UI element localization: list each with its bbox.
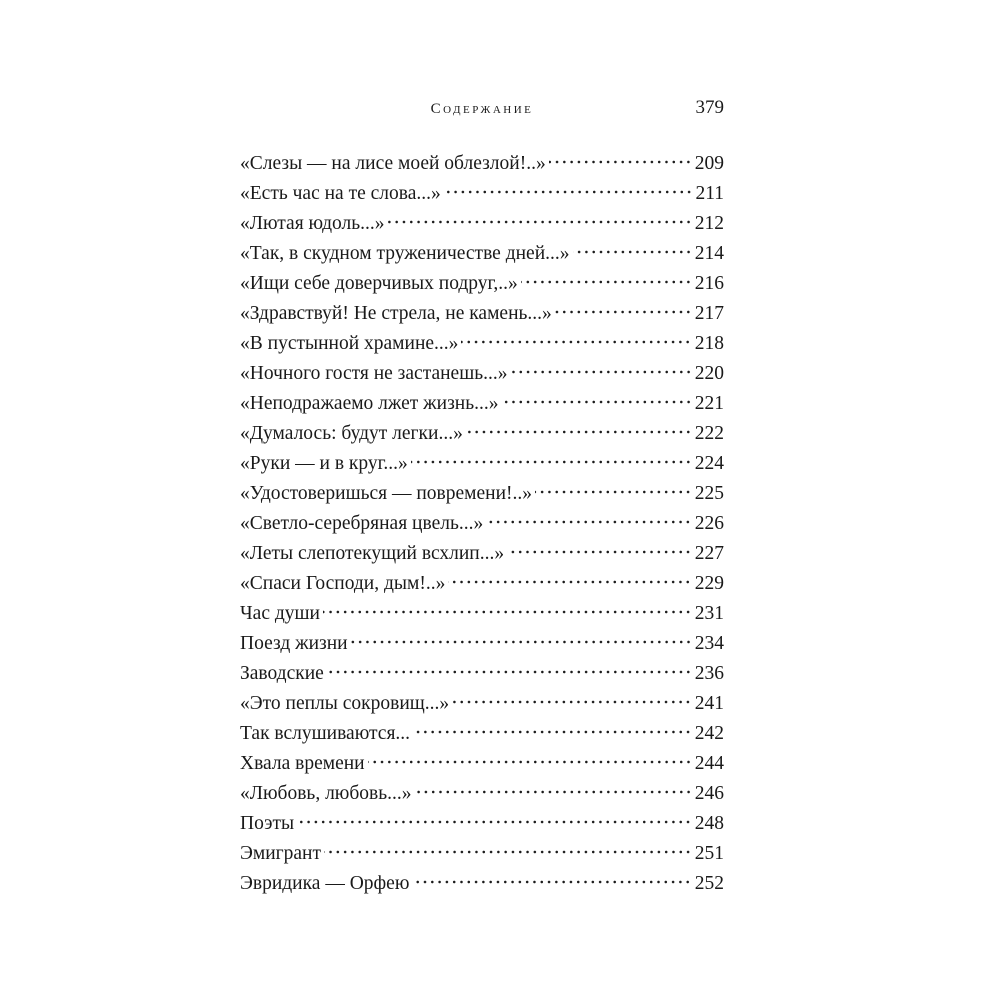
toc-entry[interactable]: [240, 269, 724, 299]
toc-entry-title: «Здравствуй! Не стрела, не камень...»: [240, 303, 552, 324]
dot-leader: [452, 700, 692, 704]
dot-leader: [521, 280, 692, 284]
dot-leader: [444, 190, 693, 194]
toc-entry-page: 220: [694, 363, 724, 384]
toc-entry[interactable]: [240, 329, 724, 359]
dot-leader: [466, 430, 692, 434]
dot-leader: [323, 610, 692, 614]
toc-entry-title: «Светло-серебряная цвель...»: [240, 513, 484, 534]
toc-entry-page: 224: [694, 453, 724, 474]
toc-entry-title: Так вслушиваются...: [240, 723, 411, 744]
toc-entry-page: 229: [694, 573, 724, 594]
toc-entry[interactable]: [240, 599, 724, 629]
toc-entry-title: «Так, в скудном труженичестве дней...»: [240, 243, 570, 264]
toc-entry-title: «Это пеплы сокровищ...»: [240, 693, 450, 714]
running-head: [240, 97, 724, 131]
dot-leader: [327, 670, 692, 674]
toc-entry-page: 252: [694, 873, 724, 894]
table-of-contents: [240, 149, 724, 899]
toc-entry[interactable]: [240, 779, 724, 809]
toc-entry[interactable]: [240, 419, 724, 449]
toc-entry[interactable]: [240, 359, 724, 389]
toc-entry[interactable]: [240, 749, 724, 779]
toc-entry-title: «Леты слепотекущий всхлип...»: [240, 543, 505, 564]
dot-leader: [511, 370, 692, 374]
dot-leader: [573, 250, 692, 254]
running-title: Содержание: [430, 101, 534, 117]
toc-entry-title: «Любовь, любовь...»: [240, 783, 412, 804]
toc-entry-title: «Лютая юдоль...»: [240, 213, 385, 234]
dot-leader: [549, 160, 692, 164]
toc-entry-title: «Спаси Господи, дым!..»: [240, 573, 446, 594]
toc-entry-page: 209: [694, 153, 724, 174]
dot-leader: [507, 550, 692, 554]
toc-entry-page: 225: [694, 483, 724, 504]
toc-entry-title: Эвридика — Орфею: [240, 873, 410, 894]
toc-entry[interactable]: [240, 509, 724, 539]
toc-entry-title: «Удостоверишься — повремени!..»: [240, 483, 533, 504]
toc-entry-title: Поэты: [240, 813, 295, 834]
toc-entry[interactable]: [240, 629, 724, 659]
toc-entry-title: «Есть час на те слова...»: [240, 183, 441, 204]
toc-entry-page: 211: [695, 183, 724, 204]
dot-leader: [297, 820, 692, 824]
toc-entry-title: «Думалось: будут легки...»: [240, 423, 463, 444]
toc-entry[interactable]: [240, 569, 724, 599]
toc-entry[interactable]: [240, 719, 724, 749]
dot-leader: [368, 760, 692, 764]
toc-entry-page: 231: [694, 603, 724, 624]
toc-entry-page: 222: [694, 423, 724, 444]
toc-entry[interactable]: [240, 209, 724, 239]
toc-entry-page: 234: [694, 633, 724, 654]
dot-leader: [555, 310, 692, 314]
toc-entry[interactable]: [240, 239, 724, 269]
toc-entry-page: 227: [694, 543, 724, 564]
toc-entry[interactable]: [240, 149, 724, 179]
dot-leader: [535, 490, 692, 494]
dot-leader: [461, 340, 691, 344]
toc-entry[interactable]: [240, 839, 724, 869]
toc-entry[interactable]: [240, 479, 724, 509]
toc-entry-title: Заводские: [240, 663, 324, 684]
toc-entry-title: «Слезы — на лисе моей облезлой!..»: [240, 153, 546, 174]
toc-entry-title: «Руки — и в круг...»: [240, 453, 408, 474]
toc-entry-page: 221: [694, 393, 724, 414]
dot-leader: [324, 850, 692, 854]
dot-leader: [411, 460, 692, 464]
toc-entry[interactable]: [240, 539, 724, 569]
toc-entry-page: 251: [694, 843, 724, 864]
toc-entry-title: Хвала времени: [240, 753, 365, 774]
toc-entry[interactable]: [240, 389, 724, 419]
toc-entry-page: 217: [694, 303, 724, 324]
toc-entry[interactable]: [240, 659, 724, 689]
toc-entry-page: 244: [694, 753, 724, 774]
page-number: 379: [695, 97, 724, 118]
toc-entry-page: 248: [694, 813, 724, 834]
toc-entry-title: Поезд жизни: [240, 633, 348, 654]
toc-entry-page: 212: [694, 213, 724, 234]
dot-leader: [486, 520, 692, 524]
dot-leader: [351, 640, 692, 644]
toc-entry-page: 236: [694, 663, 724, 684]
toc-entry-page: 242: [694, 723, 724, 744]
toc-entry-title: Час души: [240, 603, 320, 624]
toc-entry-title: Эмигрант: [240, 843, 322, 864]
toc-entry-title: «Ночного гостя не застанешь...»: [240, 363, 508, 384]
toc-entry-page: 241: [694, 693, 724, 714]
dot-leader: [413, 730, 692, 734]
dot-leader: [448, 580, 691, 584]
toc-entry-title: «В пустынной храмине...»: [240, 333, 459, 354]
dot-leader: [412, 880, 691, 884]
toc-entry-title: «Неподражаемо лжет жизнь...»: [240, 393, 499, 414]
toc-entry[interactable]: [240, 299, 724, 329]
dot-leader: [502, 400, 692, 404]
dot-leader: [415, 790, 692, 794]
toc-entry-page: 226: [694, 513, 724, 534]
toc-entry-page: 218: [694, 333, 724, 354]
toc-entry-title: «Ищи себе доверчивых подруг,..»: [240, 273, 518, 294]
toc-entry[interactable]: [240, 809, 724, 839]
toc-entry[interactable]: [240, 869, 724, 899]
toc-entry-page: 214: [694, 243, 724, 264]
toc-entry[interactable]: [240, 449, 724, 479]
toc-entry-page: 216: [694, 273, 724, 294]
toc-entry[interactable]: [240, 179, 724, 209]
toc-entry[interactable]: [240, 689, 724, 719]
toc-entry-page: 246: [694, 783, 724, 804]
dot-leader: [388, 220, 692, 224]
